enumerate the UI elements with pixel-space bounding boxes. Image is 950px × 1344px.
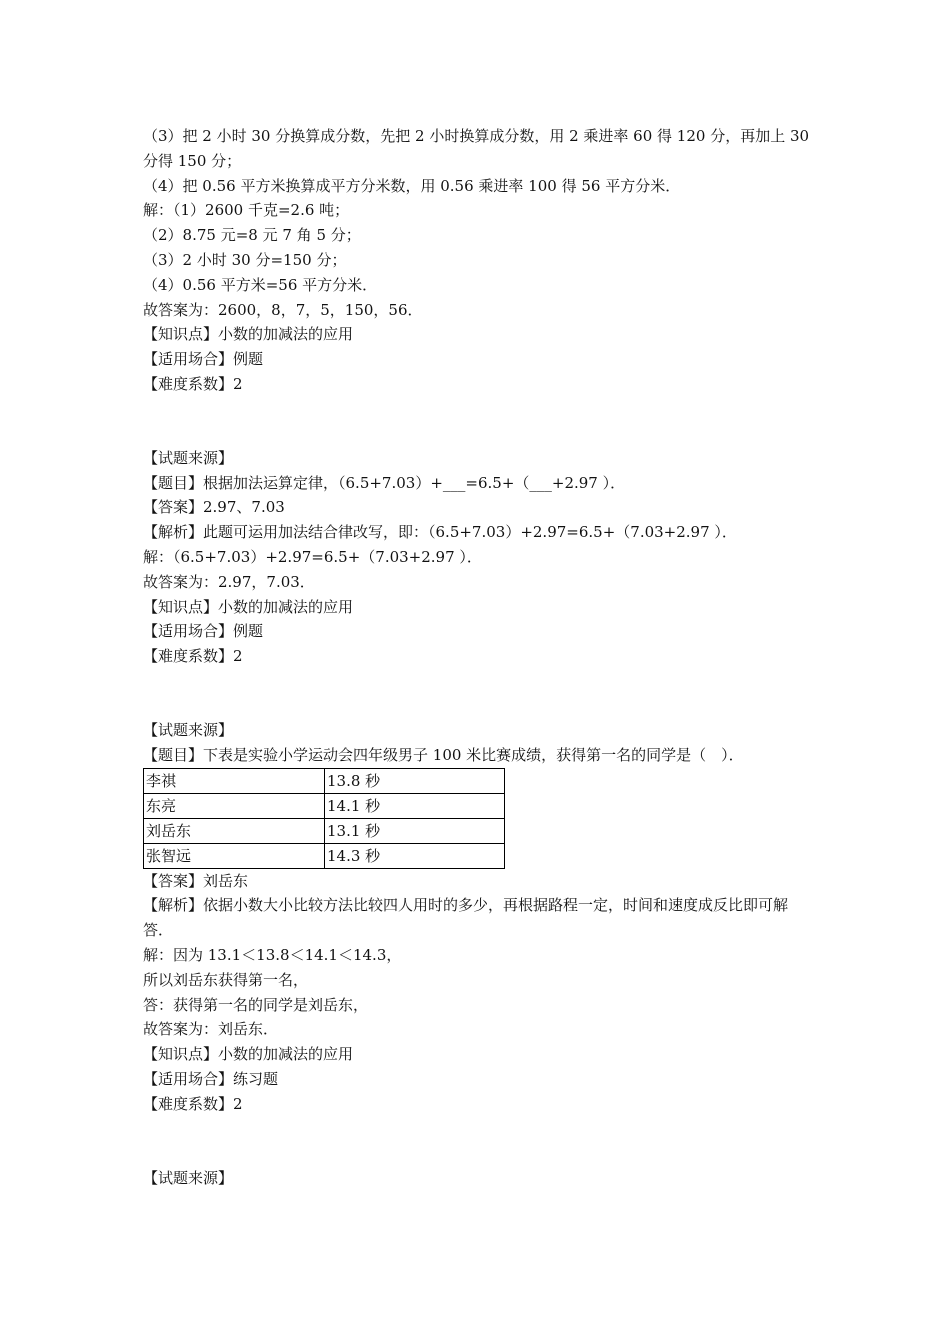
knowledge-point: 【知识点】小数的加减法的应用 <box>143 597 354 616</box>
answer-summary: 故答案为：2600，8，7，5，150，56． <box>143 300 423 319</box>
text-line: 解：（6.5+7.03）+2.97=6.5+（7.03+2.97 ）． <box>143 547 482 566</box>
question-source: 【试题来源】 <box>143 448 234 467</box>
race-time: 13.8 秒 <box>325 768 505 793</box>
student-name: 刘岳东 <box>144 818 325 843</box>
results-table <box>143 768 505 869</box>
spacer <box>143 669 813 718</box>
text-line: 解：（1）2600 千克=2.6 吨； <box>143 201 350 220</box>
table-row <box>144 843 505 868</box>
question-title: 【题目】根据加法运算定律，（6.5+7.03）+___=6.5+（___+2.97 ）． <box>143 473 626 492</box>
difficulty: 【难度系数】2 <box>143 374 243 393</box>
text-line: （4）0.56 平方米=56 平方分米． <box>143 275 378 294</box>
race-time: 14.1 秒 <box>325 793 505 818</box>
knowledge-point: 【知识点】小数的加减法的应用 <box>143 325 354 344</box>
spacer <box>143 1117 813 1166</box>
question-analysis: 【解析】此题可运用加法结合律改写，即：（6.5+7.03）+2.97=6.5+（7.03+2.97 ）． <box>143 523 737 542</box>
student-name: 东亮 <box>144 793 325 818</box>
text-line: （2）8.75 元=8 元 7 角 5 分； <box>143 226 361 245</box>
text-line: 答：获得第一名的同学是刘岳东， <box>143 995 369 1014</box>
question-answer: 【答案】刘岳东 <box>143 871 249 890</box>
question-analysis: 【解析】依据小数大小比较方法比较四人用时的多少，再根据路程一定，时间和速度成反比即可解答． <box>143 896 789 940</box>
text-line: （3）把 2 小时 30 分换算成分数，先把 2 小时换算成分数，用 2 乘进率 60 得 120 分，再加上 30 <box>143 127 810 145</box>
section-2 <box>143 446 813 669</box>
text-line: （4）把 0.56 平方米换算成平方分米数，用 0.56 乘进率 100 得 56 平方分米． <box>143 176 681 195</box>
difficulty: 【难度系数】2 <box>143 1094 243 1113</box>
answer-summary: 故答案为：2.97，7.03． <box>143 572 315 591</box>
race-time: 13.1 秒 <box>325 818 505 843</box>
student-name: 李祺 <box>144 768 325 793</box>
text-line: 解：因为 13.1＜13.8＜14.1＜14.3， <box>143 945 402 964</box>
table-row <box>144 818 505 843</box>
difficulty: 【难度系数】2 <box>143 647 243 666</box>
section-1 <box>143 124 813 397</box>
question-answer: 【答案】2.97、7.03 <box>143 498 285 517</box>
race-time: 14.3 秒 <box>325 843 505 868</box>
section-4 <box>143 1166 813 1191</box>
section-3 <box>143 718 813 1117</box>
question-title: 【题目】下表是实验小学运动会四年级男子 100 米比赛成绩，获得第一名的同学是（ ）． <box>143 745 744 764</box>
table-row <box>144 793 505 818</box>
text-line: 分得 150 分； <box>143 151 242 170</box>
question-source: 【试题来源】 <box>143 1168 234 1187</box>
usage-context: 【适用场合】例题 <box>143 622 264 641</box>
usage-context: 【适用场合】练习题 <box>143 1069 279 1088</box>
answer-summary: 故答案为：刘岳东． <box>143 1020 279 1039</box>
usage-context: 【适用场合】例题 <box>143 350 264 369</box>
table-row <box>144 768 505 793</box>
student-name: 张智远 <box>144 843 325 868</box>
spacer <box>143 397 813 446</box>
text-line: 所以刘岳东获得第一名， <box>143 970 309 989</box>
text-line: （3）2 小时 30 分=150 分； <box>143 250 347 269</box>
document-content <box>143 124 813 1190</box>
knowledge-point: 【知识点】小数的加减法的应用 <box>143 1045 354 1064</box>
question-source: 【试题来源】 <box>143 720 234 739</box>
